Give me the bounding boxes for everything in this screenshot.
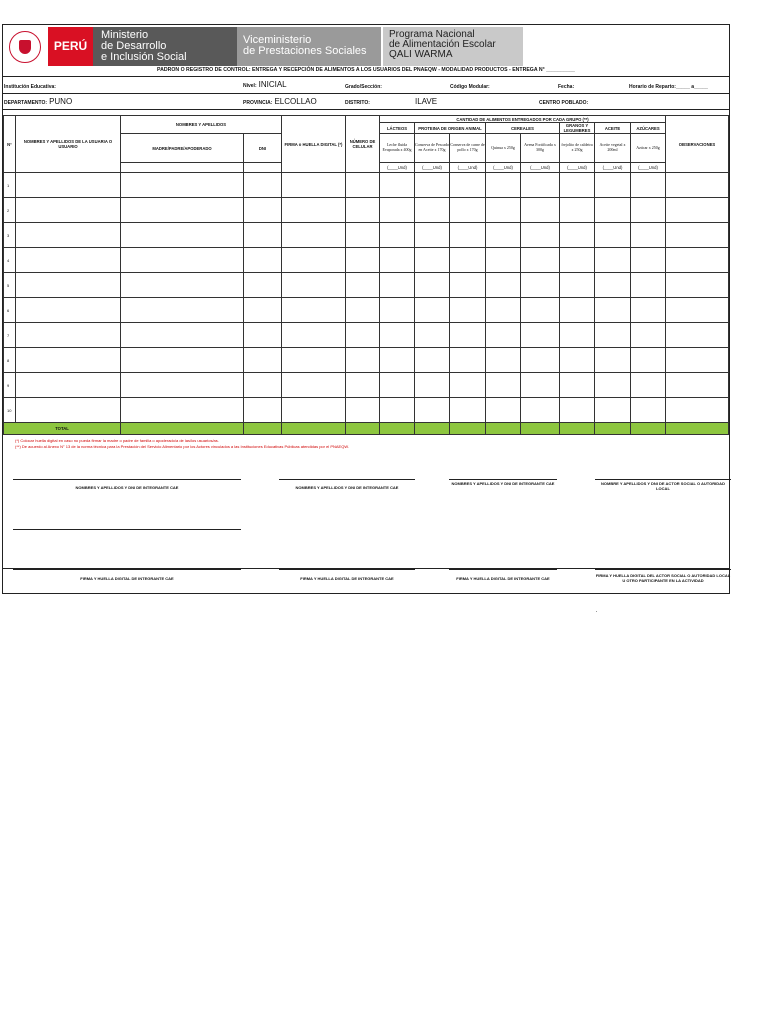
- page-mark: [596, 611, 597, 612]
- row-number: 5: [4, 273, 16, 298]
- viceministerio-line-2: de Prestaciones Sociales: [243, 45, 367, 57]
- table-cell: [282, 398, 346, 423]
- table-cell: [16, 273, 121, 298]
- table-cell: [631, 298, 666, 323]
- table-row: [4, 373, 729, 398]
- table-cell: [560, 398, 595, 423]
- footnote-2: (**) De acuerdo al Anexo N° 13 de la norma técnica para la Prestación del Servicio Alimentario por los Actores vinculados a las Instituciones Educativas Públicas atendidas por el PNAEQW.: [15, 444, 349, 449]
- table-cell: [666, 373, 729, 398]
- table-cell: [415, 273, 450, 298]
- row-number: 4: [4, 248, 16, 273]
- table-cell: [380, 223, 415, 248]
- table-cell: [244, 223, 282, 248]
- viceministerio-line-1: Viceministerio: [243, 34, 312, 46]
- table-cell: [346, 348, 380, 373]
- header-madre-padre: MADRE/PADRE/APODERADO: [121, 134, 244, 163]
- signature-line: [449, 479, 557, 480]
- table-cell: [282, 223, 346, 248]
- table-cell: [346, 248, 380, 273]
- group-aceite: ACEITE: [595, 123, 631, 134]
- firma-cae-3-label: FIRMA Y HUELLA DIGITAL DE INTEGRANTE CAE: [456, 576, 550, 581]
- table-cell: [346, 223, 380, 248]
- group-lacteos: LÁCTEOS: [380, 123, 415, 134]
- table-cell: [121, 273, 244, 298]
- table-cell: [244, 348, 282, 373]
- table-cell: [521, 298, 560, 323]
- ministerio-banner: [93, 27, 237, 66]
- unit-cell: (____Und): [415, 163, 450, 173]
- table-cell: [666, 323, 729, 348]
- table-row: [4, 273, 729, 298]
- header-dni: DNI: [244, 134, 282, 163]
- provincia-label: PROVINCIA:: [243, 100, 273, 106]
- table-cell: [450, 248, 486, 273]
- table-row: [4, 248, 729, 273]
- food-item: Leche fluida Evaporada x 400g: [380, 134, 415, 163]
- table-cell: [16, 198, 121, 223]
- row-number: 9: [4, 373, 16, 398]
- coat-of-arms-icon: [9, 31, 41, 63]
- divider: [3, 93, 729, 94]
- table-cell: [121, 223, 244, 248]
- table-cell: [450, 323, 486, 348]
- unit-cell: (____Und): [595, 163, 631, 173]
- total-row: [4, 423, 729, 435]
- table-cell: [595, 298, 631, 323]
- peru-logo: [5, 27, 93, 66]
- table-cell: [282, 173, 346, 198]
- unit-blank: [121, 163, 244, 173]
- table-cell: [16, 248, 121, 273]
- table-cell: [486, 198, 521, 223]
- table-cell: [486, 323, 521, 348]
- table-cell: [16, 348, 121, 373]
- signature-line: [279, 569, 415, 570]
- provincia-field: [243, 97, 317, 106]
- food-item: frejolito de caldeira x 250g: [560, 134, 595, 163]
- table-row: [4, 298, 729, 323]
- table-cell: [631, 223, 666, 248]
- table-cell: [595, 273, 631, 298]
- food-item: Quinua x 250g: [486, 134, 521, 163]
- table-cell: [282, 273, 346, 298]
- header-observaciones: OBSERVACIONES: [666, 116, 729, 173]
- unit-cell: (____Und): [521, 163, 560, 173]
- distrito-value: ILAVE: [415, 97, 438, 106]
- table-cell: [666, 198, 729, 223]
- table-cell: [631, 323, 666, 348]
- table-cell: [244, 373, 282, 398]
- table-cell: [282, 198, 346, 223]
- table-cell: [415, 173, 450, 198]
- table-cell: [121, 298, 244, 323]
- table-cell: [521, 248, 560, 273]
- header-n: N°: [4, 116, 16, 173]
- table-cell: [560, 223, 595, 248]
- table-cell: [282, 323, 346, 348]
- header-firma: FIRMA o HUELLA DIGITAL (*): [282, 116, 346, 173]
- row-number: 2: [4, 198, 16, 223]
- table-cell: [380, 373, 415, 398]
- table-row: [4, 223, 729, 248]
- firma-cae-1-label: FIRMA Y HUELLA DIGITAL DE INTEGRANTE CAE: [80, 576, 174, 581]
- table-cell: [486, 373, 521, 398]
- codigo-label: Código Modular:: [450, 84, 490, 90]
- food-item: Conserva de Pescado en Aceite x 170g: [415, 134, 450, 163]
- table-cell: [380, 248, 415, 273]
- form-title: PADRON O REGISTRO DE CONTROL: ENTREGA Y RECEPCIÓN DE ALIMENTOS A LOS USUARIOS DEL PNAEQW - MODALIDAD PRODUCTOS - ENTREGA N° __________: [157, 67, 575, 73]
- table-cell: [521, 223, 560, 248]
- table-cell: [450, 173, 486, 198]
- divider: [3, 109, 729, 110]
- departamento-label: DEPARTAMENTO:: [4, 100, 48, 106]
- programa-banner: [383, 27, 523, 66]
- delivery-table: [3, 115, 729, 435]
- table-cell: [631, 273, 666, 298]
- table-cell: [560, 248, 595, 273]
- firma-actor-label: FIRMA Y HUELLA DIGITAL DEL ACTOR SOCIAL O AUTORIDAD LOCAL U OTRO PARTICIPANTE EN LA ACTIVIDAD: [595, 573, 731, 583]
- group-menestras: GRANOS Y LEGUMBRES: [560, 123, 595, 134]
- table-cell: [450, 198, 486, 223]
- centro-label: CENTRO POBLADO:: [539, 100, 589, 106]
- table-cell: [666, 173, 729, 198]
- table-cell: [450, 273, 486, 298]
- table-cell: [282, 298, 346, 323]
- table-cell: [486, 223, 521, 248]
- programa-line-2: de Alimentación Escolar: [389, 39, 496, 50]
- row-number: 6: [4, 298, 16, 323]
- table-cell: [666, 348, 729, 373]
- viceministerio-banner: [237, 27, 381, 66]
- horario-label: Horario de Reparto:_____ a_____: [629, 84, 708, 90]
- table-cell: [346, 198, 380, 223]
- table-cell: [560, 198, 595, 223]
- data-rows: [4, 173, 729, 423]
- table-cell: [486, 398, 521, 423]
- group-cereales: CEREALES: [486, 123, 560, 134]
- divider: [3, 76, 729, 77]
- table-cell: [595, 348, 631, 373]
- table-cell: [521, 173, 560, 198]
- table-cell: [666, 248, 729, 273]
- institucion-label: Institución Educativa:: [4, 84, 56, 90]
- table-cell: [666, 398, 729, 423]
- header-nombre-usuario: NOMBRES Y APELLIDOS DE LA USUARIA O USUARIO: [16, 116, 121, 173]
- table-cell: [244, 273, 282, 298]
- table-cell: [521, 373, 560, 398]
- table-cell: [521, 198, 560, 223]
- table-cell: [121, 248, 244, 273]
- footnotes: [15, 438, 349, 450]
- table-cell: [244, 248, 282, 273]
- table-cell: [380, 173, 415, 198]
- ministerio-line-1: Ministerio: [101, 29, 149, 41]
- table-cell: [631, 248, 666, 273]
- nombre-cae-2-label: NOMBRES Y APELLIDOS Y DNI DE INTEGRANTE CAE: [295, 485, 399, 490]
- table-cell: [121, 373, 244, 398]
- unit-cell: (____Und): [380, 163, 415, 173]
- unit-cell: (____Und): [631, 163, 666, 173]
- table-cell: [282, 373, 346, 398]
- table-cell: [121, 198, 244, 223]
- nivel-field: [243, 80, 287, 89]
- table-cell: [244, 298, 282, 323]
- table-cell: [521, 348, 560, 373]
- table-cell: [415, 373, 450, 398]
- table-cell: [560, 323, 595, 348]
- table-cell: [380, 348, 415, 373]
- table-cell: [16, 323, 121, 348]
- table-cell: [244, 398, 282, 423]
- table-cell: [666, 298, 729, 323]
- table-cell: [595, 398, 631, 423]
- table-cell: [666, 273, 729, 298]
- nombre-cae-1-label: NOMBRES Y APELLIDOS Y DNI DE INTEGRANTE CAE: [75, 485, 179, 490]
- table-cell: [346, 398, 380, 423]
- table-cell: [450, 348, 486, 373]
- table-cell: [346, 298, 380, 323]
- table-cell: [666, 223, 729, 248]
- table-cell: [415, 348, 450, 373]
- table-cell: [631, 348, 666, 373]
- unit-blank: [244, 163, 282, 173]
- food-item: Aceite vegetal x 200ml: [595, 134, 631, 163]
- unit-cell: (____Und): [450, 163, 486, 173]
- table-row: [4, 348, 729, 373]
- table-cell: [16, 223, 121, 248]
- table-cell: [415, 298, 450, 323]
- distrito-label: DISTRITO:: [345, 100, 370, 106]
- table-cell: [415, 248, 450, 273]
- table-cell: [415, 223, 450, 248]
- grado-label: Grado/Sección:: [345, 84, 382, 90]
- unit-cell: (____Und): [560, 163, 595, 173]
- table-cell: [282, 348, 346, 373]
- table-cell: [244, 323, 282, 348]
- table-row: [4, 398, 729, 423]
- table-cell: [560, 373, 595, 398]
- page-gap: [3, 530, 729, 568]
- nivel-value: INICIAL: [258, 80, 287, 89]
- table-cell: [121, 323, 244, 348]
- table-cell: [631, 398, 666, 423]
- firma-cae-2-label: FIRMA Y HUELLA DIGITAL DE INTEGRANTE CAE: [300, 576, 394, 581]
- table-cell: [380, 298, 415, 323]
- fecha-label: Fecha:: [558, 84, 575, 90]
- table-cell: [595, 323, 631, 348]
- table-cell: [380, 323, 415, 348]
- table-cell: [486, 298, 521, 323]
- table-cell: [16, 298, 121, 323]
- table-cell: [521, 323, 560, 348]
- table-cell: [16, 373, 121, 398]
- ministerio-line-3: e Inclusión Social: [101, 51, 187, 63]
- table-cell: [450, 298, 486, 323]
- table-cell: [346, 173, 380, 198]
- table-cell: [595, 248, 631, 273]
- row-number: 10: [4, 398, 16, 423]
- programa-line-3: QALI WARMA: [389, 49, 453, 60]
- table-cell: [486, 173, 521, 198]
- table-cell: [560, 273, 595, 298]
- table-cell: [415, 398, 450, 423]
- table-cell: [282, 248, 346, 273]
- row-number: 7: [4, 323, 16, 348]
- departamento-value: PUNO: [49, 97, 73, 106]
- table-cell: [16, 398, 121, 423]
- table-cell: [121, 348, 244, 373]
- programa-line-1: Programa Nacional: [389, 29, 475, 40]
- table-row: [4, 323, 729, 348]
- signature-line: [13, 479, 241, 480]
- table-cell: [380, 273, 415, 298]
- group-proteina: PROTEINA DE ORIGEN ANIMAL: [415, 123, 486, 134]
- row-number: 3: [4, 223, 16, 248]
- total-label: TOTAL: [4, 423, 121, 435]
- ministerio-line-2: de Desarrollo: [101, 40, 167, 52]
- table-cell: [346, 273, 380, 298]
- signature-line: [595, 569, 731, 570]
- header-nombres-apellidos: NOMBRES Y APELLIDOS: [121, 116, 282, 134]
- table-cell: [16, 173, 121, 198]
- table-cell: [486, 348, 521, 373]
- signature-line: [13, 569, 241, 570]
- table-cell: [560, 298, 595, 323]
- table-cell: [450, 223, 486, 248]
- table-cell: [415, 323, 450, 348]
- table-row: [4, 198, 729, 223]
- footnote-1: (*) Colocar huella digital en caso no pueda firmar la madre o padre de familia o apoderado/a de las/los usuarios/as.: [15, 438, 219, 443]
- table-cell: [244, 173, 282, 198]
- table-cell: [121, 173, 244, 198]
- table-cell: [380, 198, 415, 223]
- nivel-label: Nivel:: [243, 83, 257, 89]
- table-cell: [595, 373, 631, 398]
- table-cell: [450, 373, 486, 398]
- table-cell: [346, 373, 380, 398]
- signature-line: [449, 569, 557, 570]
- distrito-field: [413, 97, 437, 106]
- table-cell: [631, 198, 666, 223]
- table-cell: [450, 398, 486, 423]
- group-azucares: AZÚCARES: [631, 123, 666, 134]
- table-cell: [244, 198, 282, 223]
- control-form-sheet: [2, 24, 730, 594]
- table-cell: [486, 248, 521, 273]
- table-cell: [521, 398, 560, 423]
- table-cell: [631, 373, 666, 398]
- table-cell: [560, 173, 595, 198]
- table-cell: [121, 398, 244, 423]
- nombre-actor-label: NOMBRE Y APELLIDOS Y DNI DE ACTOR SOCIAL O AUTORIDAD LOCAL: [601, 481, 725, 491]
- row-number: 8: [4, 348, 16, 373]
- table-cell: [560, 348, 595, 373]
- food-item: Avena Fortificada x 300g: [521, 134, 560, 163]
- table-cell: [595, 223, 631, 248]
- header-celular: NÚMERO DE CELULAR: [346, 116, 380, 173]
- row-number: 1: [4, 173, 16, 198]
- table-row: [4, 173, 729, 198]
- nombre-cae-3-label: NOMBRES Y APELLIDOS Y DNI DE INTEGRANTE CAE: [451, 481, 555, 486]
- food-item: Azúcar x 250g: [631, 134, 666, 163]
- provincia-value: ELCOLLAO: [274, 97, 317, 106]
- table-cell: [631, 173, 666, 198]
- header-cantidad: CANTIDAD DE ALIMENTOS ENTREGADOS POR CADA GRUPO (**): [380, 116, 666, 123]
- departamento-field: [4, 97, 72, 106]
- food-item: Conserva de carne de pollo x 170g: [450, 134, 486, 163]
- table-cell: [486, 273, 521, 298]
- table-cell: [521, 273, 560, 298]
- table-cell: [346, 323, 380, 348]
- table-cell: [595, 173, 631, 198]
- table-cell: [415, 198, 450, 223]
- signature-line: [595, 479, 731, 480]
- table-cell: [380, 398, 415, 423]
- unit-cell: (____Und): [486, 163, 521, 173]
- peru-label: PERÚ: [48, 27, 93, 66]
- signature-line: [279, 479, 415, 480]
- table-cell: [595, 198, 631, 223]
